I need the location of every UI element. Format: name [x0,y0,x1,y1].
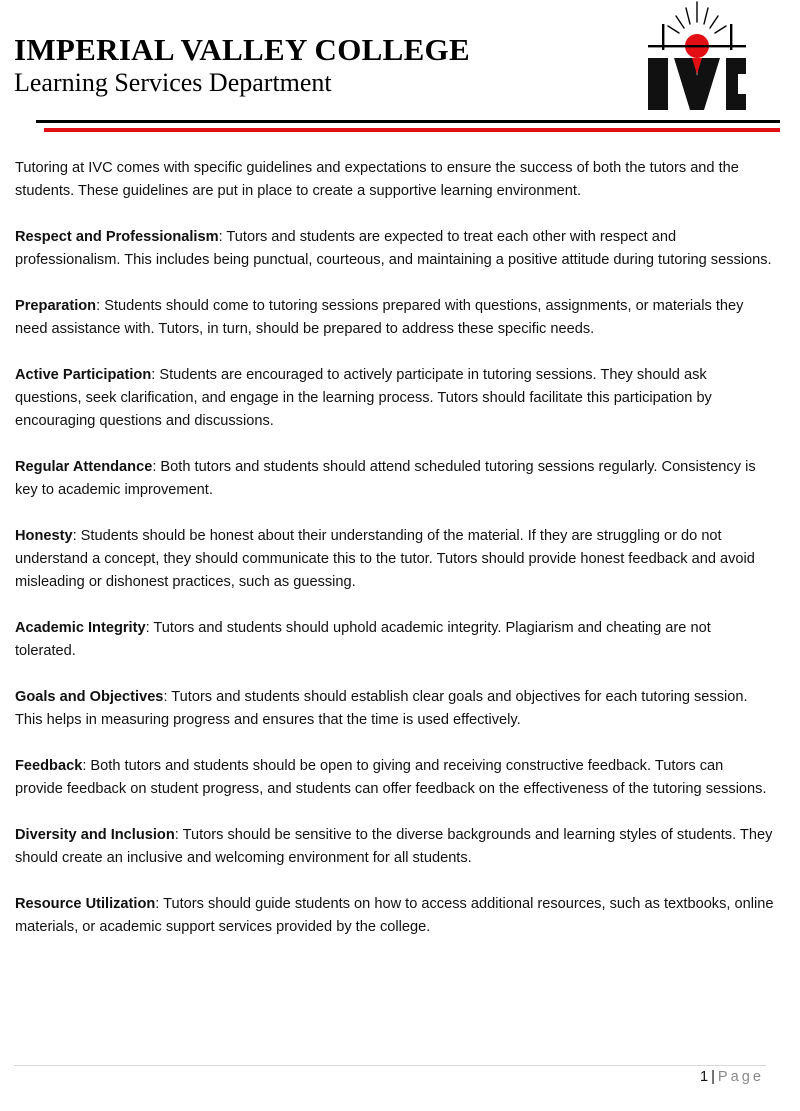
section-text: : Tutors and students should establish clear goals and objectives for each tutoring session. This helps in measuring progress and ensures that the time is used effectively. [15,689,748,728]
section-paragraph [15,893,775,939]
section-title: Feedback [15,758,83,774]
section-paragraph [15,456,775,502]
document-header [0,0,800,140]
footer-separator: | [711,1069,715,1085]
section-title: Resource Utilization [15,896,156,912]
section-title: Preparation [15,298,97,314]
ivc-logo-icon [640,0,752,116]
section-text: : Students should be honest about their understanding of the material. If they are struggling or do not understand a concept, they should communicate this to the tutor. Tutors should provide honest feedback and avoid misleading or dishonest practices, such as guessing. [15,528,755,590]
section-paragraph [15,226,775,272]
section-paragraph [15,295,775,341]
header-rule-black [36,120,780,123]
footer-rule [14,1065,766,1066]
header-rule-red [44,128,780,132]
section-text: : Both tutors and students should be open to giving and receiving constructive feedback. Tutors can provide feedback on student progress, and students can offer feedback on the effectiveness of the tutoring sessions. [15,758,767,797]
section-text: : Tutors and students are expected to treat each other with respect and professionalism. This includes being punctual, courteous, and maintaining a positive attitude during tutoring sessions. [15,229,772,268]
section-title: Honesty [15,528,73,544]
section-paragraph [15,617,775,663]
section-title: Academic Integrity [15,620,146,636]
section-title: Active Participation [15,367,152,383]
section-title: Regular Attendance [15,459,153,475]
page-number: 1 [699,1069,709,1085]
page-footer [700,1069,764,1085]
section-text: : Both tutors and students should attend scheduled tutoring sessions regularly. Consistency is key to academic improvement. [15,459,756,498]
intro-paragraph: Tutoring at IVC comes with specific guidelines and expectations to ensure the success of both the tutors and the students. These guidelines are put in place to create a supportive learning environment. [15,160,739,199]
section-paragraph [15,525,775,594]
section-paragraph [15,364,775,433]
section-title: Goals and Objectives [15,689,164,705]
section-paragraph [15,686,775,732]
college-name: IMPERIAL VALLEY COLLEGE [14,32,470,67]
page-label: Page [717,1069,764,1085]
section-text: : Students should come to tutoring sessions prepared with questions, assignments, or materials they need assistance with. Tutors, in turn, should be prepared to address these specific needs. [15,298,744,337]
section-text: : Tutors and students should uphold academic integrity. Plagiarism and cheating are not tolerated. [15,620,711,659]
section-text: : Students are encouraged to actively participate in tutoring sessions. They should ask questions, seek clarification, and engage in the learning process. Tutors should facilitate this participation by encouraging questions and discussions. [15,367,712,429]
section-paragraph [15,824,775,870]
section-text: : Tutors should be sensitive to the diverse backgrounds and learning styles of students. They should create an inclusive and welcoming environment for all students. [15,827,773,866]
document-body [15,157,775,962]
section-text: : Tutors should guide students on how to access additional resources, such as textbooks, online materials, or academic support services provided by the college. [15,896,774,935]
section-title: Respect and Professionalism [15,229,219,245]
section-title: Diversity and Inclusion [15,827,175,843]
section-paragraph [15,755,775,801]
department-name: Learning Services Department [14,68,332,97]
